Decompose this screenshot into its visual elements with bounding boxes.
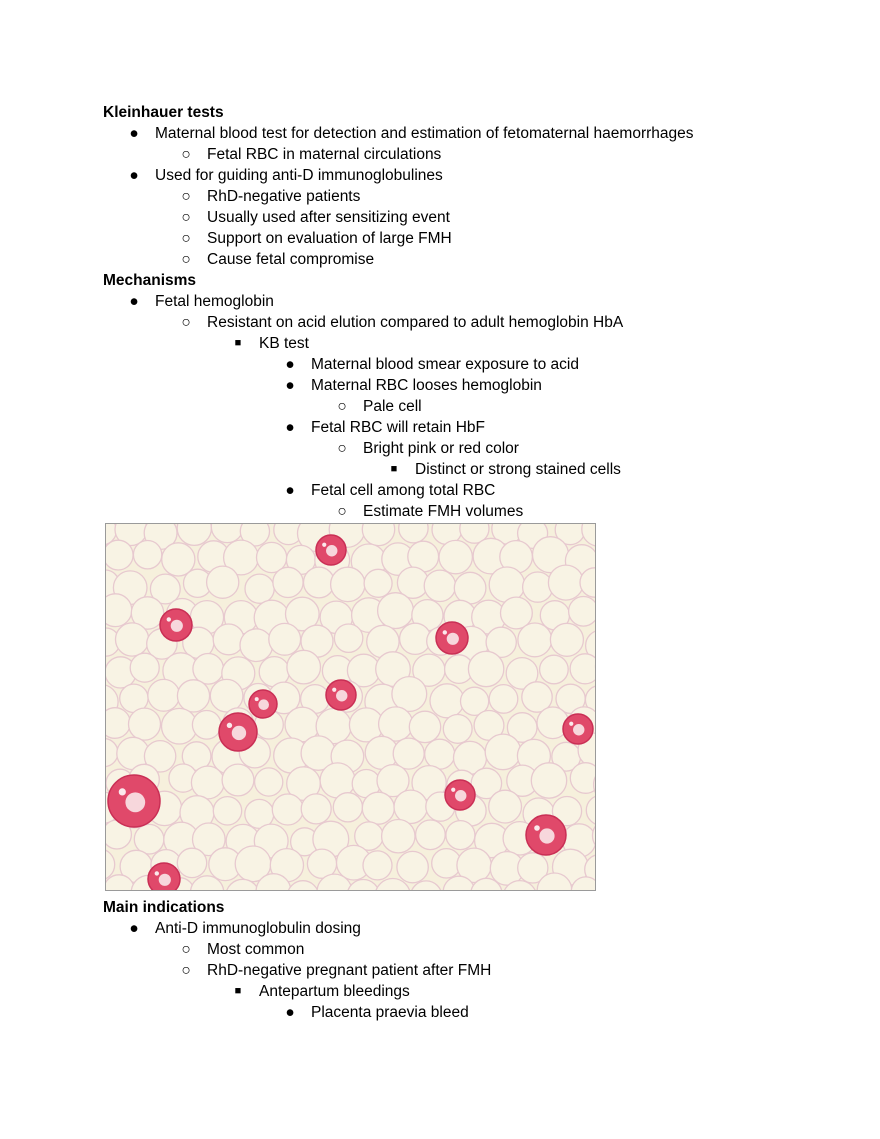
pale-maternal-cell [148,679,180,711]
list-item-text: Usually used after sensitizing event [207,209,450,226]
list-item-text: Most common [207,941,305,958]
stained-fetal-cell [316,535,346,565]
square-bullet-icon: ■ [234,985,242,997]
list-item-text: Antepartum bleedings [259,983,410,1000]
pale-maternal-cell [222,764,254,796]
pale-maternal-cell [207,566,239,598]
disc-bullet-icon: ● [285,419,295,436]
pale-maternal-cell [409,711,440,742]
pale-maternal-cell [392,677,427,712]
circle-bullet-icon: ○ [181,230,191,247]
list-item-text: Pale cell [363,398,422,415]
circle-bullet-icon: ○ [181,314,191,331]
stained-fetal-cell [445,780,475,810]
pale-maternal-cell [394,790,427,823]
pale-maternal-cell [468,651,503,686]
list-item-text: Resistant on acid elution compared to adult hemoglobin HbA [207,314,624,331]
pale-maternal-cell [133,541,161,569]
pale-maternal-cell [397,851,428,882]
circle-bullet-icon: ○ [181,962,191,979]
list-item-text: Maternal blood test for detection and estimation of fetomaternal haemorrhages [155,125,694,142]
pale-maternal-cell [393,738,424,769]
pale-maternal-cell [489,790,522,823]
circle-bullet-icon: ○ [181,251,191,268]
pale-maternal-cell [548,565,583,600]
heading-mechanisms: Mechanisms [103,272,197,289]
pale-maternal-cell [177,848,206,877]
pale-maternal-cell [523,572,553,602]
stained-fetal-cell [160,609,192,641]
pale-maternal-cell [424,570,455,601]
pale-maternal-cell [531,763,566,798]
pale-maternal-cell [245,574,274,603]
pale-maternal-cell [570,763,596,794]
list-item-text: Anti-D immunoglobulin dosing [155,920,361,937]
pale-maternal-cell [192,711,221,740]
pale-maternal-cell [382,820,415,853]
list-item-text: Placenta praevia bleed [311,1004,469,1021]
pale-maternal-cell [334,624,362,652]
pale-maternal-cell [540,655,569,684]
pale-maternal-cell [518,623,552,657]
pale-maternal-cell [240,629,273,662]
heading-main-indications: Main indications [103,899,225,916]
pale-maternal-cell [213,624,244,655]
stained-fetal-cell [563,714,593,744]
stained-fetal-cell [249,690,277,718]
pale-maternal-cell [129,708,161,740]
list-item-text: Fetal hemoglobin [155,293,274,310]
pale-maternal-cell [106,540,133,570]
pale-maternal-cell [454,572,486,604]
pale-maternal-cell [331,567,365,601]
pale-maternal-cell [106,594,132,627]
disc-bullet-icon: ● [129,125,139,142]
pale-maternal-cell [301,794,331,824]
kleihauer-betke-micrograph [105,523,596,891]
list-item-text: Maternal blood smear exposure to acid [311,356,579,373]
pale-maternal-cell [106,708,130,739]
circle-bullet-icon: ○ [181,188,191,205]
pale-maternal-cell [162,708,198,744]
square-bullet-icon: ■ [390,463,398,475]
pale-maternal-cell [378,593,414,629]
pale-maternal-cell [596,706,597,738]
pale-maternal-cell [416,820,446,850]
pale-maternal-cell [550,623,583,656]
pale-maternal-cell [439,540,472,573]
list-item-text: Estimate FMH volumes [363,503,524,520]
pale-maternal-cell [130,653,159,682]
blood-smear-image [106,524,596,891]
list-item-text: Bright pink or red color [363,440,519,457]
circle-bullet-icon: ○ [337,398,347,415]
stained-fetal-cell [148,863,180,891]
pale-maternal-cell [272,794,303,825]
pale-maternal-cell [191,766,224,799]
pale-maternal-cell [485,734,521,770]
pale-maternal-cell [177,680,209,712]
circle-bullet-icon: ○ [181,941,191,958]
list-item-text: Fetal cell among total RBC [311,482,496,499]
pale-maternal-cell [595,882,596,891]
stained-fetal-cell [326,680,356,710]
pale-maternal-cell [446,821,475,850]
pale-maternal-cell [333,793,362,822]
pale-maternal-cell [363,851,392,880]
pale-maternal-cell [210,679,243,712]
stained-fetal-cell [108,775,160,827]
disc-bullet-icon: ● [129,293,139,310]
list-item-text: Maternal RBC looses hemoglobin [311,377,542,394]
pale-maternal-cell [425,739,455,769]
pale-maternal-cell [116,623,149,656]
list-item-text: Distinct or strong stained cells [415,461,621,478]
disc-bullet-icon: ● [285,377,295,394]
circle-bullet-icon: ○ [181,146,191,163]
square-bullet-icon: ■ [234,337,242,349]
pale-maternal-cell [213,797,241,825]
stained-fetal-cell [436,622,468,654]
pale-maternal-cell [193,654,224,685]
list-item-text: Support on evaluation of large FMH [207,230,452,247]
pale-maternal-cell [443,715,472,744]
list-item-text: Used for guiding anti-D immunoglobulines [155,167,443,184]
disc-bullet-icon: ● [129,167,139,184]
pale-maternal-cell [269,623,301,655]
disc-bullet-icon: ● [129,920,139,937]
list-item-text: Cause fetal compromise [207,251,375,268]
list-item-text: Fetal RBC in maternal circulations [207,146,442,163]
list-item-text: KB test [259,335,309,352]
pale-maternal-cell [255,768,283,796]
pale-maternal-cell [570,654,596,684]
list-item-text: Fetal RBC will retain HbF [311,419,485,436]
pale-maternal-cell [287,650,321,684]
pale-maternal-cell [430,684,464,718]
list-item-text: RhD-negative patients [207,188,361,205]
circle-bullet-icon: ○ [181,209,191,226]
pale-maternal-cell [364,569,392,597]
pale-maternal-cell [596,651,597,682]
pale-maternal-cell [569,597,596,627]
disc-bullet-icon: ● [285,1004,295,1021]
pale-maternal-cell [362,792,394,824]
disc-bullet-icon: ● [285,356,295,373]
circle-bullet-icon: ○ [337,440,347,457]
stained-fetal-cell [526,815,566,855]
stained-fetal-cell [219,713,257,751]
list-item-text: RhD-negative pregnant patient after FMH [207,962,492,979]
disc-bullet-icon: ● [285,482,295,499]
pale-maternal-cell [489,685,518,714]
circle-bullet-icon: ○ [337,503,347,520]
pale-maternal-cell [134,824,164,854]
heading-kleinhauer-tests: Kleinhauer tests [103,104,224,121]
pale-maternal-cell [400,623,431,654]
pale-maternal-cell [273,567,303,597]
pale-maternal-cell [304,567,335,598]
